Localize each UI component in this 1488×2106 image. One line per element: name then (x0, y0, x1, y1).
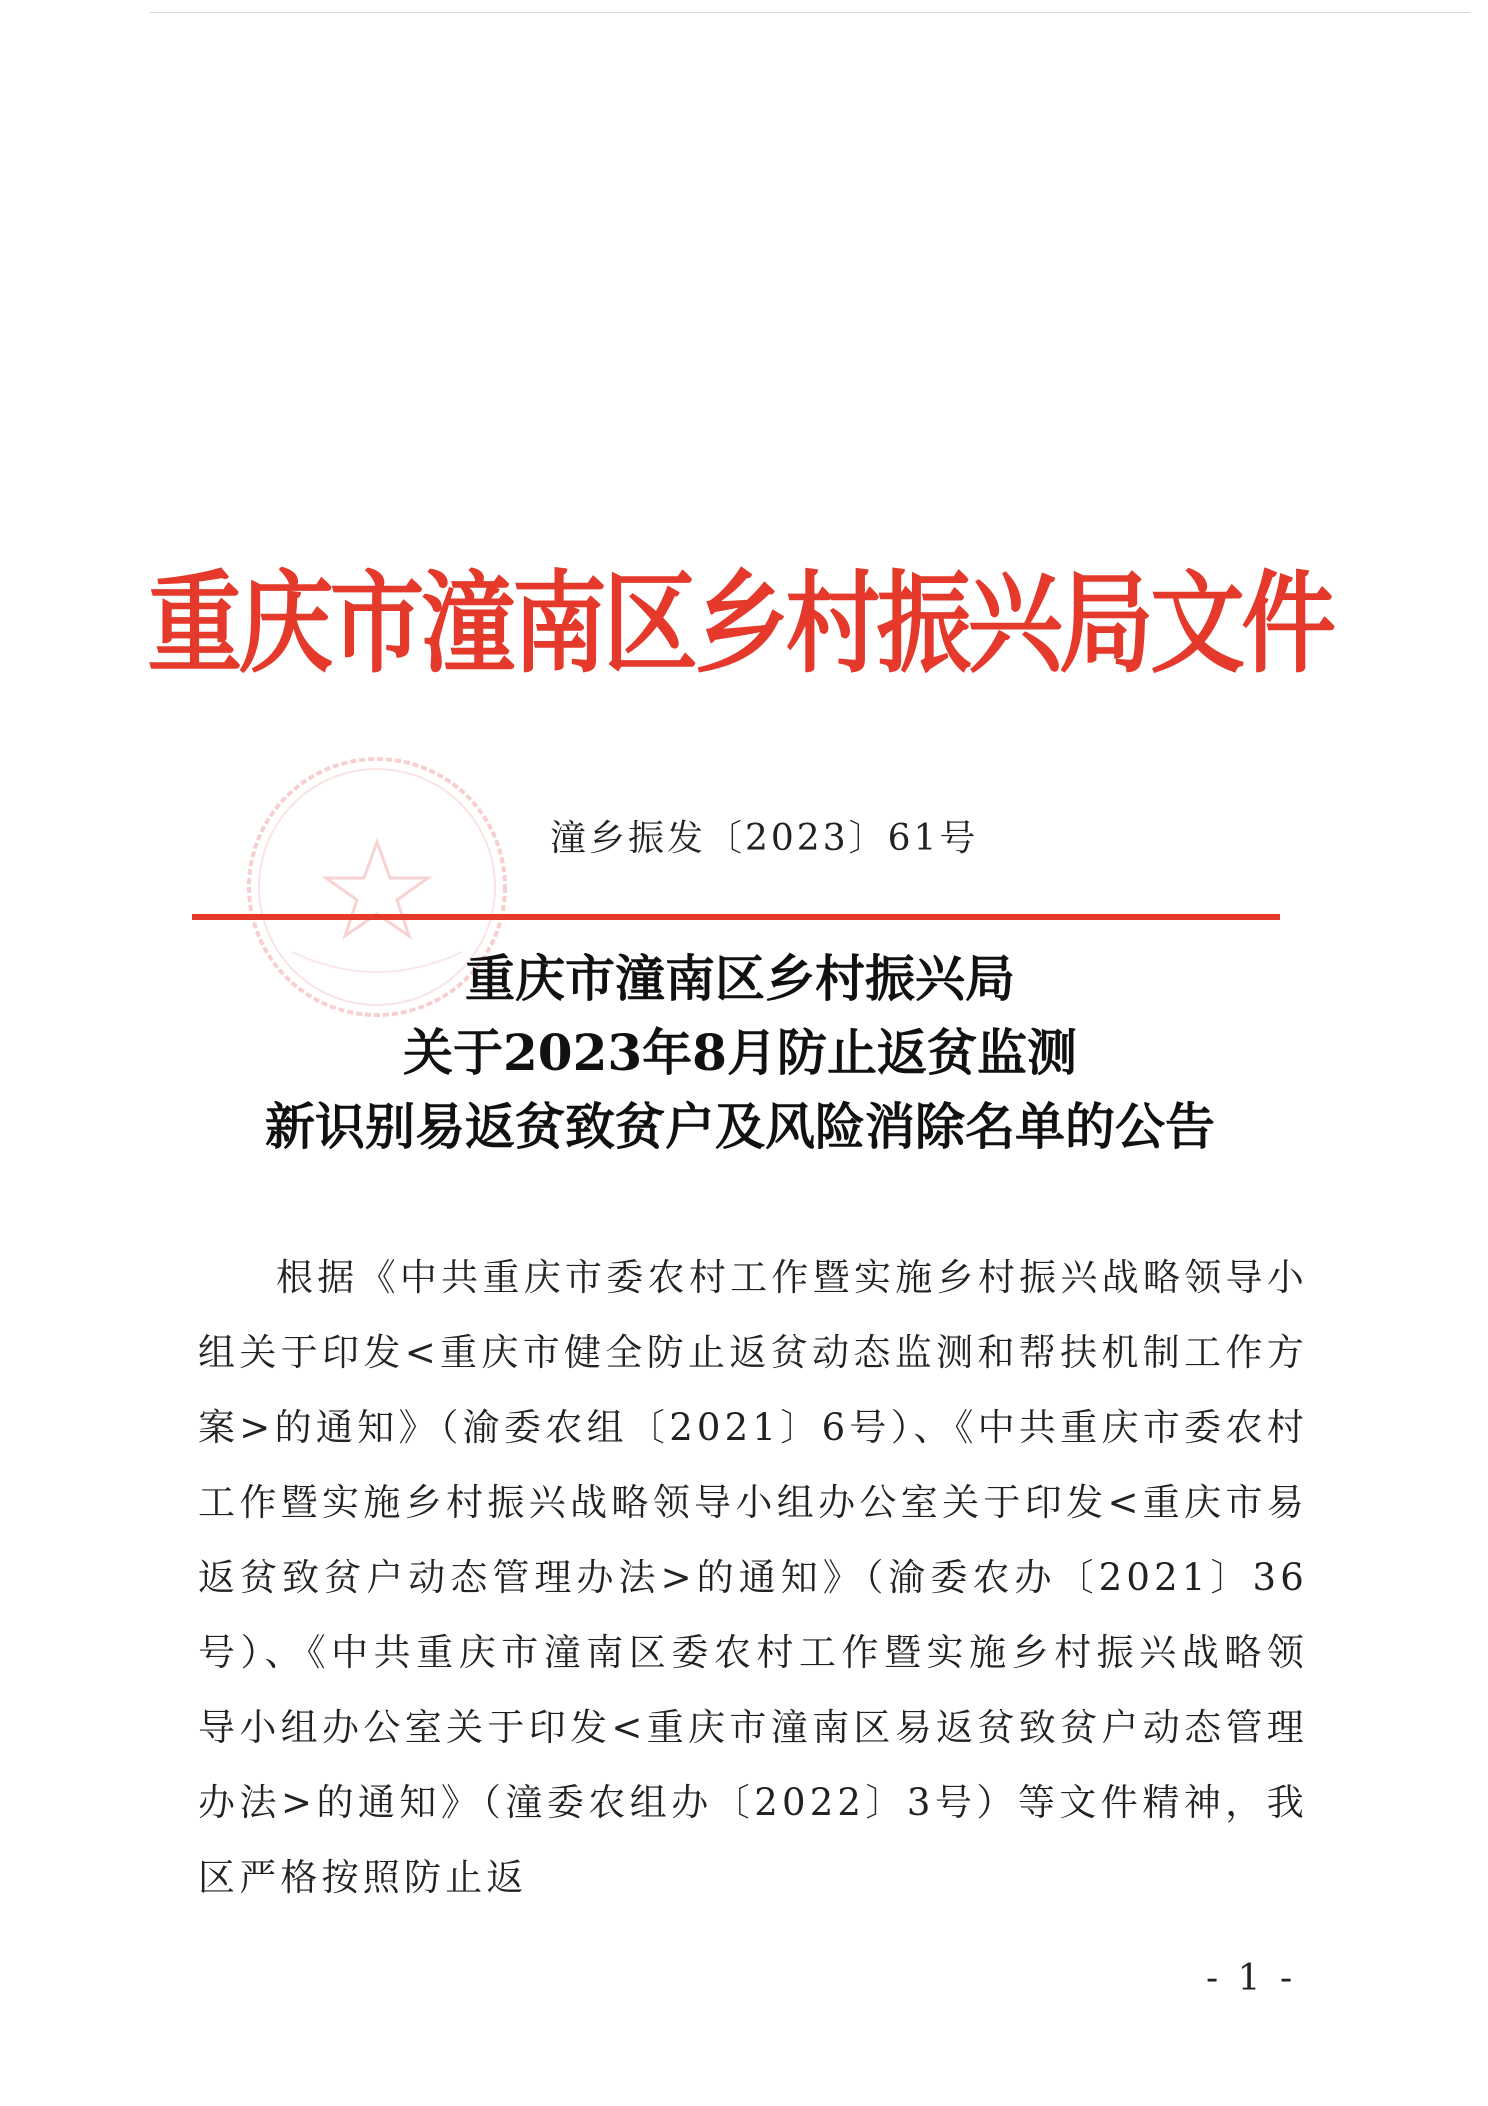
document-body (198, 1240, 1308, 1915)
red-separator-line (192, 914, 1280, 920)
document-title (150, 942, 1330, 1164)
issuer-masthead: 重庆市潼南区乡村振兴局文件 (147, 560, 1333, 688)
page-number: - 1 - (1206, 1958, 1297, 1999)
document-number: 潼乡振发〔2023〕61号 (550, 818, 979, 859)
title-line-2: 关于2023年8月防止返贫监测 (403, 1023, 1077, 1082)
title-line-1: 重庆市潼南区乡村振兴局 (465, 949, 1015, 1008)
body-paragraph: 根据《中共重庆市委农村工作暨实施乡村振兴战略领导小组关于印发<重庆市健全防止返贫动态监测和帮扶机制工作方案>的通知》（渝委农组〔2021〕6号）、《中共重庆市委农村工作暨实施乡村振兴战略领导小组办公室关于印发<重庆市易返贫致贫户动态管理办法>的通知》（渝委农办〔2021〕36号）、《中共重庆市潼南区委农村工作暨实施乡村振兴战略领导小组办公室关于印发<重庆市潼南区易返贫致贫户动态管理办法>的通知》（潼委农组办〔2022〕3号）等文件精神，我区严格按照防止返 (198, 1256, 1308, 1899)
title-line-3: 新识别易返贫致贫户及风险消除名单的公告 (265, 1097, 1215, 1156)
scan-top-edge-line (150, 12, 1470, 13)
